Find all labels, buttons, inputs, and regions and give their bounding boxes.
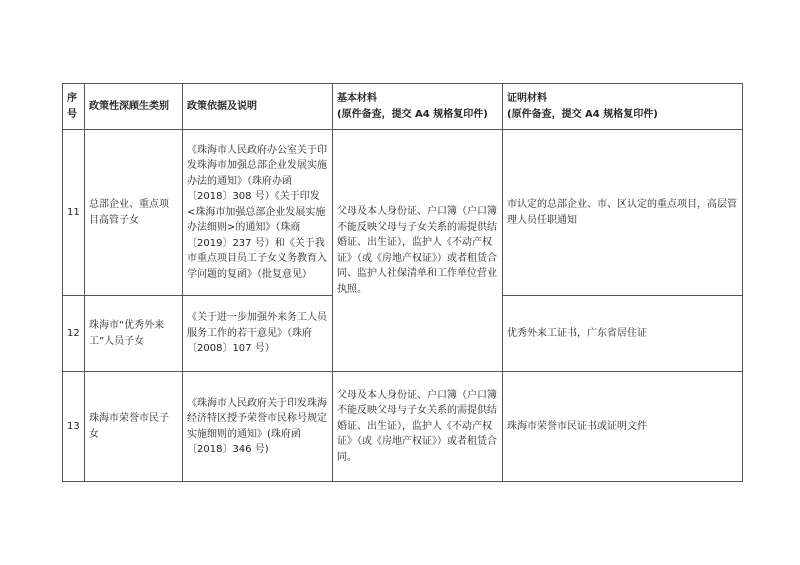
row-basis: 《关于进一步加强外来务工人员服务工作的若干意见》（珠府〔2008〕107 号） xyxy=(183,296,333,372)
row-basic-materials: 父母及本人身份证、户口簿（户口簿不能反映父母与子女关系的需提供结婚证、出生证），监护人《不动产权证》（或《房地产权证》）或者租赁合同、监护人社保清单和工作单位营业执照。 xyxy=(333,130,503,372)
row-basic-materials: 父母及本人身份证、户口簿（户口簿不能反映父母与子女关系的需提供结婚证、出生证），监护人《不动产权证》（或《房地产权证》）或者租赁合同。 xyxy=(333,372,503,482)
header-proof-materials-note: (原件备查，提交 A4 规格复印件) xyxy=(507,108,658,120)
row-proof-materials: 优秀外来工证书，广东省居住证 xyxy=(503,296,743,372)
row-no: 12 xyxy=(63,296,85,372)
header-proof-materials xyxy=(503,84,743,130)
header-basic-materials xyxy=(333,84,503,130)
header-basic-materials-title: 基本材料 xyxy=(337,93,377,104)
row-category: 总部企业、重点项目高管子女 xyxy=(85,130,183,296)
table-row xyxy=(63,130,743,296)
row-proof-materials: 市认定的总部企业、市、区认定的重点项目，高层管理人员任职通知 xyxy=(503,130,743,296)
header-basic-materials-note: (原件备查，提交 A4 规格复印件) xyxy=(337,108,488,120)
table-header-row xyxy=(63,84,743,130)
policy-table xyxy=(62,83,743,482)
row-no: 11 xyxy=(63,130,85,296)
header-no: 序号 xyxy=(63,84,85,130)
row-category: 珠海市荣誉市民子女 xyxy=(85,372,183,482)
row-basis: 《珠海市人民政府关于印发珠海经济特区授予荣誉市民称号规定实施细则的通知》(珠府函〔2018〕346 号) xyxy=(183,372,333,482)
row-category: 珠海市“优秀外来工”人员子女 xyxy=(85,296,183,372)
header-basis: 政策依据及说明 xyxy=(183,84,333,130)
header-proof-materials-title: 证明材料 xyxy=(507,93,547,104)
table-row xyxy=(63,372,743,482)
row-proof-materials: 珠海市荣誉市民证书或证明文件 xyxy=(503,372,743,482)
header-category: 政策性深顾生类别 xyxy=(85,84,183,130)
row-basis: 《珠海市人民政府办公室关于印发珠海市加强总部企业发展实施办法的通知》（珠府办函〔2018〕308 号）《关于印发<珠海市加强总部企业发展实施办法细则>的通知》（珠商〔2019〕237 号）和《关于我市重点项目员工子女义务教育入学问题的复函》（批复意见） xyxy=(183,130,333,296)
row-no: 13 xyxy=(63,372,85,482)
